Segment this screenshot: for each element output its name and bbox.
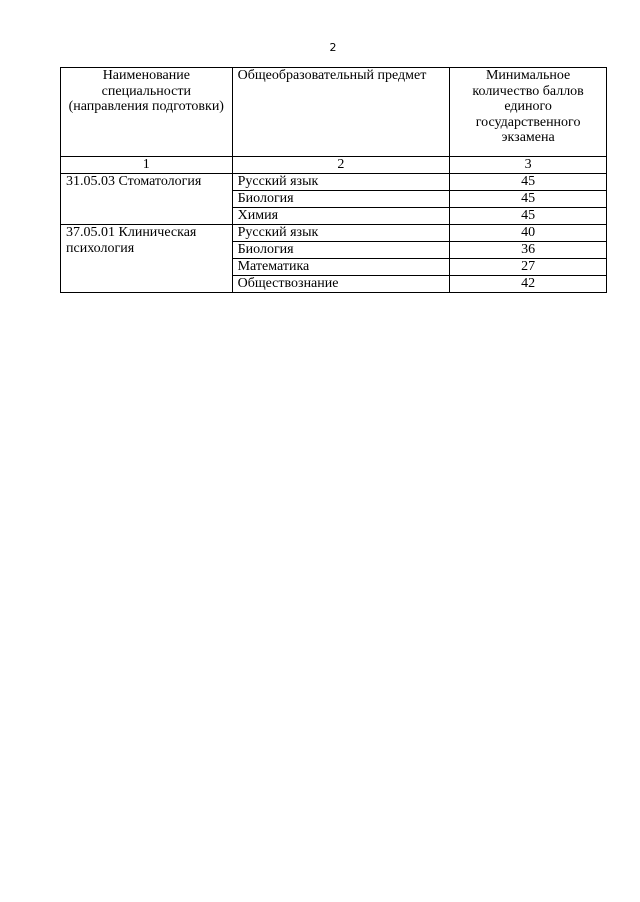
column-number: 3 (450, 157, 607, 174)
subject-cell: Русский язык (232, 174, 450, 191)
score-cell: 45 (450, 174, 607, 191)
subject-cell: Математика (232, 259, 450, 276)
score-cell: 45 (450, 208, 607, 225)
header-subject: Общеобразовательный предмет (232, 68, 450, 157)
page-number: 2 (329, 41, 337, 54)
score-cell: 27 (450, 259, 607, 276)
column-number-row (61, 157, 607, 174)
subject-cell: Русский язык (232, 225, 450, 242)
score-cell: 40 (450, 225, 607, 242)
score-cell: 45 (450, 191, 607, 208)
specialty-cell: 31.05.03 Стоматология (61, 174, 233, 225)
table-header-row (61, 68, 607, 157)
subject-cell: Химия (232, 208, 450, 225)
header-specialty: Наименование специальности (направления подготовки) (61, 68, 233, 157)
header-min-score: Минимальное количество баллов единого государственного экзамена (450, 68, 607, 157)
subject-cell: Биология (232, 242, 450, 259)
score-cell: 42 (450, 276, 607, 293)
subject-cell: Обществознание (232, 276, 450, 293)
subject-cell: Биология (232, 191, 450, 208)
table-row (61, 174, 607, 191)
table-row (61, 225, 607, 242)
specialty-cell: 37.05.01 Клиническая психология (61, 225, 233, 293)
column-number: 1 (61, 157, 233, 174)
column-number: 2 (232, 157, 450, 174)
exam-requirements-table (60, 67, 607, 293)
score-cell: 36 (450, 242, 607, 259)
